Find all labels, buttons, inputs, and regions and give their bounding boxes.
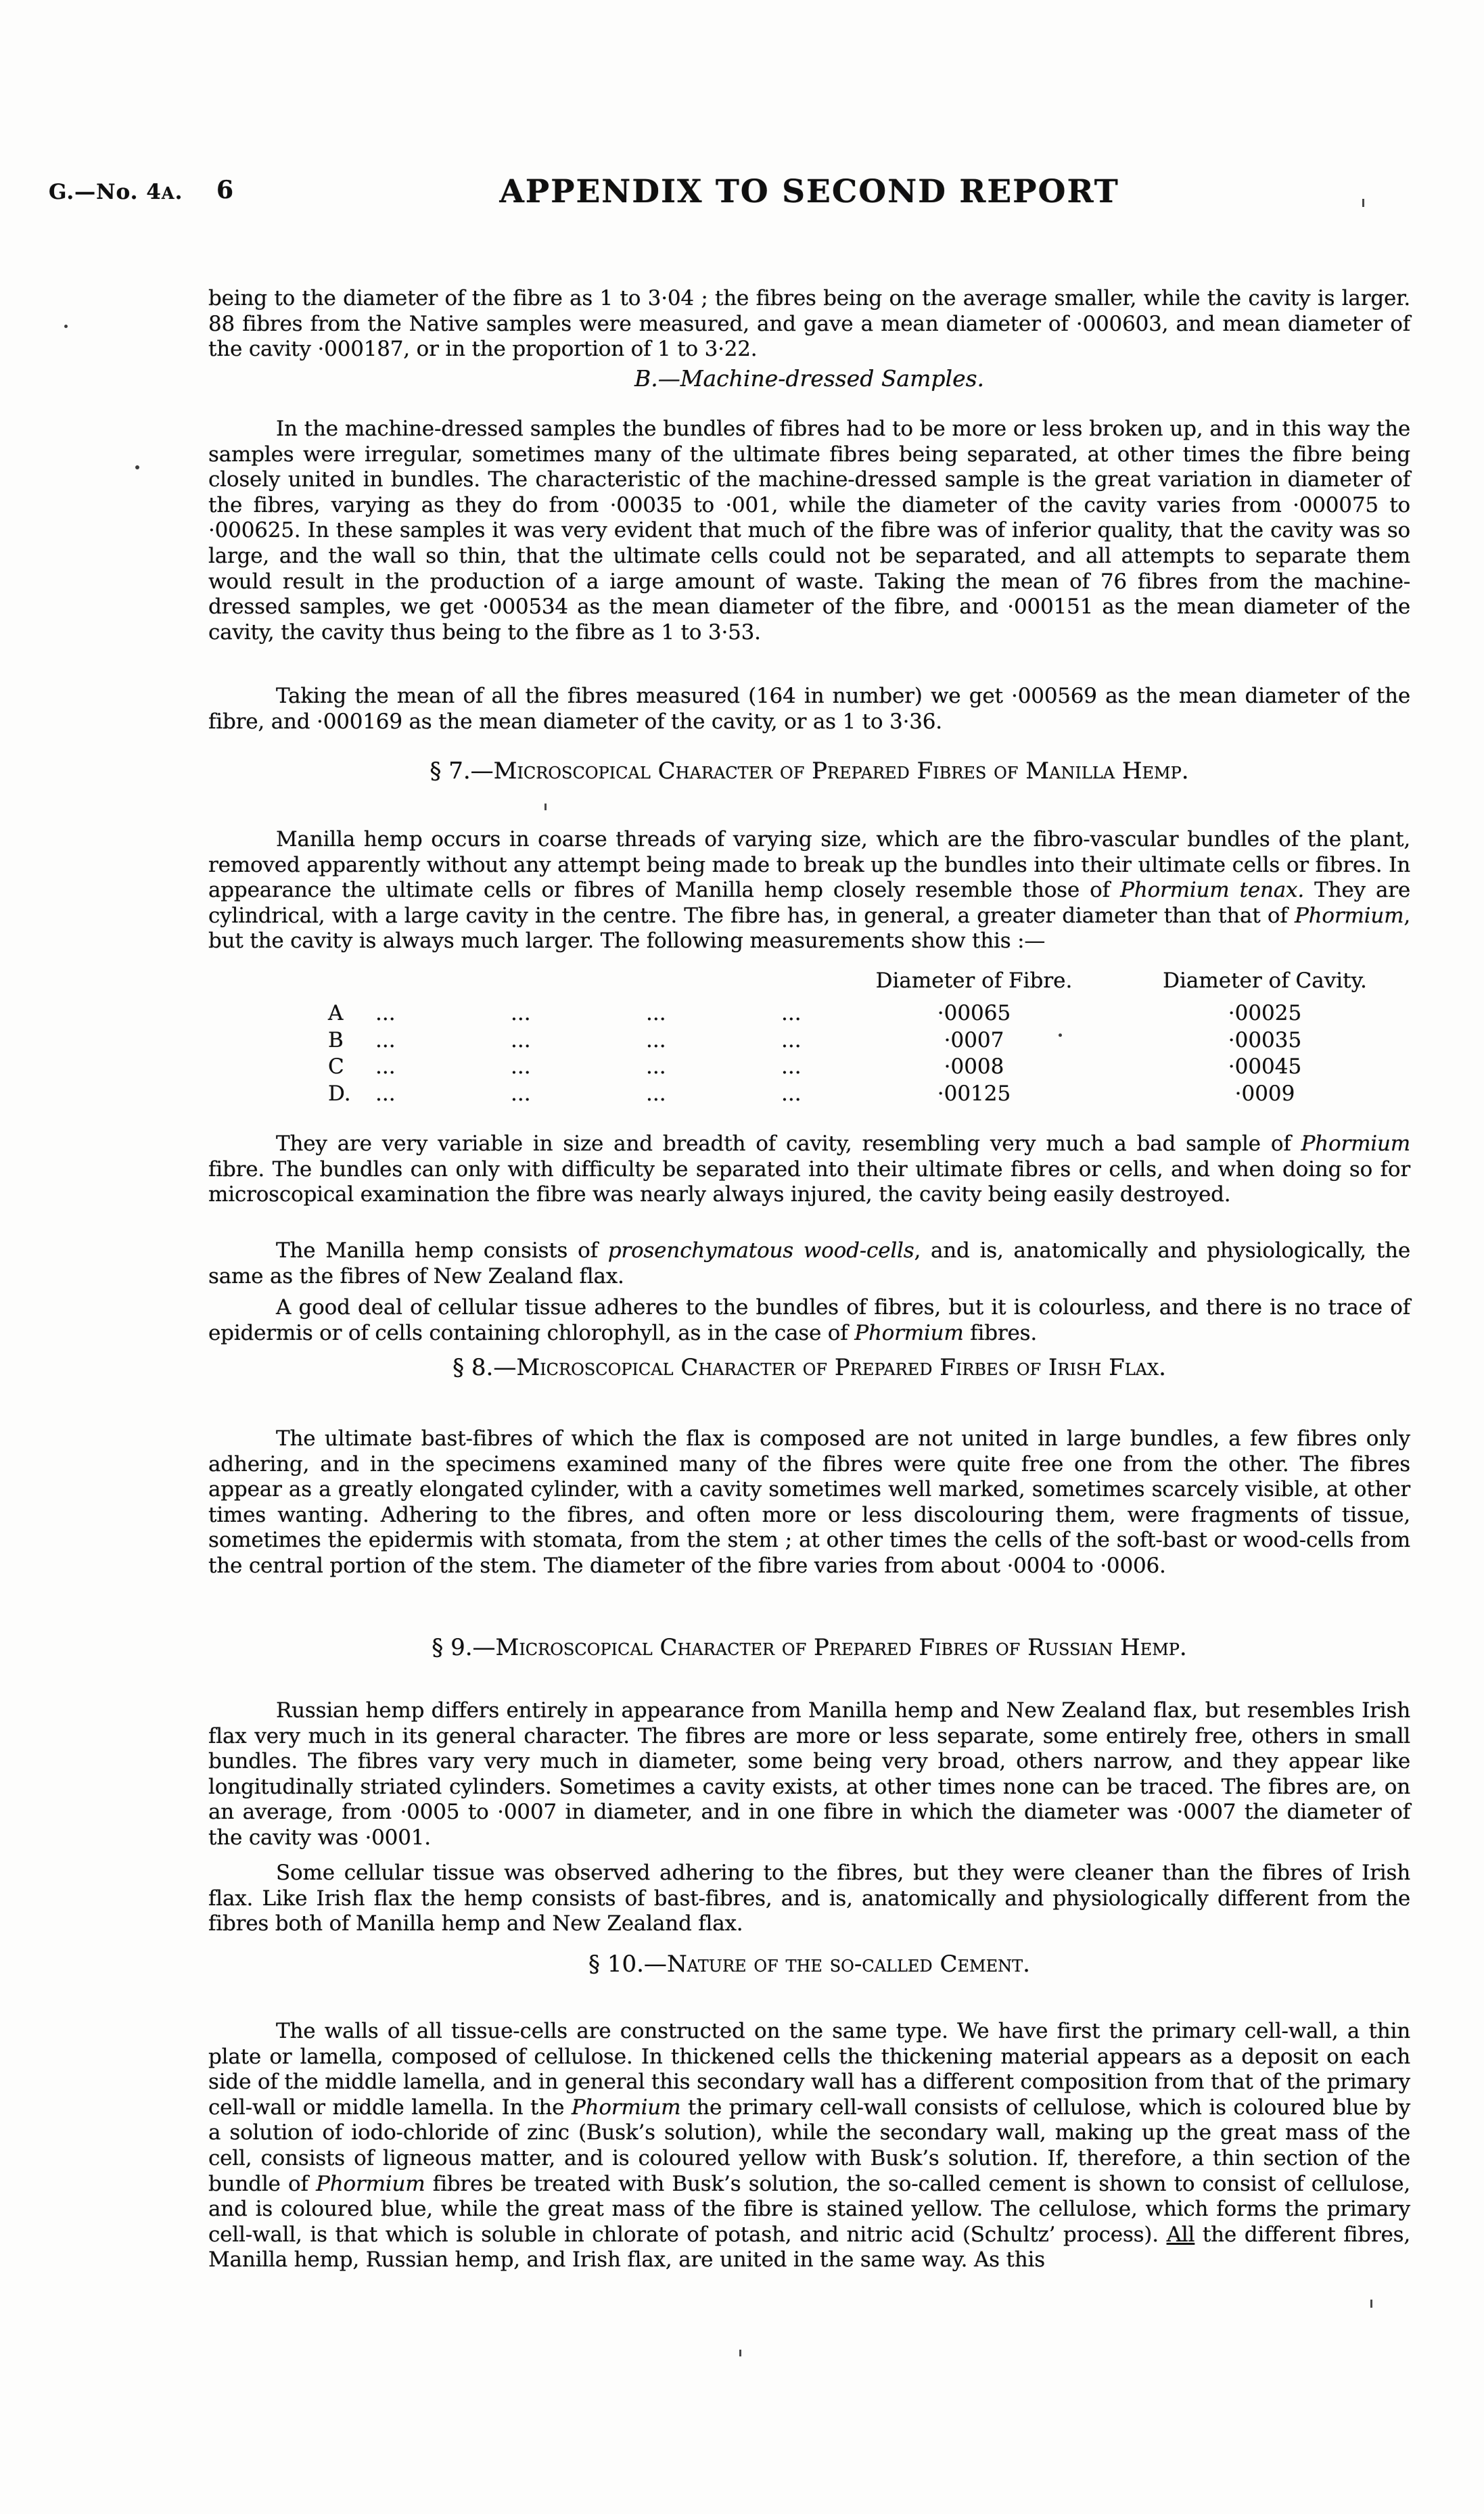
row-label: B: [328, 1027, 344, 1052]
column-header-fibre: Diameter of Fibre.: [875, 969, 1073, 993]
section-9-number: § 9.—: [432, 1634, 496, 1661]
fibre-diameter-value: ·0008: [944, 1054, 1004, 1079]
fibre-diameter-value: ·0007: [944, 1027, 1004, 1052]
dot-leader: ...: [375, 1027, 396, 1052]
cavity-diameter-value: ·0009: [1234, 1081, 1295, 1106]
section-8-title: Microscopical Character of Prepared Firbes of Irish Flax.: [516, 1354, 1166, 1381]
russian-hemp-paragraph-1: Russian hemp differs entirely in appearance from Manilla hemp and New Zealand flax, but resembles Irish flax very much in its general character. The fibres are more or less separate, some entirely free, others in small bundles. The fibres vary very much in diameter, some being very broad, others narrow, and they appear like longitudinally striated cylinders. Sometimes a cavity exists, at other times none can be traced. The fibres are, on an average, from ·0005 to ·0007 in diameter, and in one fibre in which the diameter was ·0007 the diameter of the cavity was ·0001.: [208, 1698, 1410, 1850]
dot-leader: ...: [375, 1081, 396, 1106]
dot-leader: ...: [781, 1001, 802, 1025]
dot-leader: ...: [781, 1081, 802, 1106]
dot-leader: ...: [781, 1054, 802, 1079]
fibre-diameter-value: ·00125: [937, 1081, 1011, 1106]
measurements-table-header: [208, 969, 1410, 1001]
page-number: 6: [216, 176, 234, 204]
dot-leader: ...: [646, 1081, 666, 1106]
row-label: C: [328, 1054, 344, 1079]
manilla-paragraph-1: Manilla hemp occurs in coarse threads of varying size, which are the fibro-vascular bundles of the plant, removed apparently without any attempt being made to break up the bundles into their ultimate cells or fibres. In appearance the ultimate cells or fibres of Manilla hemp closely resemble those of Phormium tenax. They are cylindrical, with a large cavity in the centre. The fibre has, in general, a greater diameter than that of Phormium, but the cavity is always much larger. The following measurements show this :—: [208, 827, 1410, 954]
table-row: [208, 1081, 1410, 1109]
dot-leader: ...: [646, 1054, 666, 1079]
scan-speck: [64, 325, 68, 328]
dot-leader: ...: [511, 1001, 531, 1025]
dot-leader: ...: [781, 1027, 802, 1052]
cavity-diameter-value: ·00025: [1228, 1001, 1302, 1025]
section-9-title: Microscopical Character of Prepared Fibres of Russian Hemp.: [495, 1634, 1187, 1661]
dot-leader: ...: [646, 1001, 666, 1025]
dot-leader: ...: [646, 1027, 666, 1052]
dot-leader: ...: [511, 1081, 531, 1106]
dot-leader: ...: [511, 1054, 531, 1079]
table-row: [208, 1054, 1410, 1081]
section-10-title: Nature of the so-called Cement.: [666, 1951, 1030, 1978]
machine-dressed-paragraph-2: Taking the mean of all the fibres measured (164 in number) we get ·000569 as the mean diameter of the fibre, and ·000169 as the mean diameter of the cavity, or as 1 to 3·36.: [208, 684, 1410, 734]
scan-speck: [739, 2350, 741, 2356]
scan-speck: [135, 465, 139, 469]
section-10-number: § 10.—: [588, 1951, 667, 1978]
cavity-diameter-value: ·00035: [1228, 1027, 1302, 1052]
manilla-paragraph-4: A good deal of cellular tissue adheres to the bundles of fibres, but it is colourless, and there is no trace of epidermis or of cells containing chlorophyll, as in the case of Phormium fibres.: [208, 1295, 1410, 1345]
cavity-diameter-value: ·00045: [1228, 1054, 1302, 1079]
section-7-number: § 7.—: [430, 758, 494, 785]
section-7-title: Microscopical Character of Prepared Fibres of Manilla Hemp.: [493, 758, 1189, 785]
measurements-table: [208, 969, 1410, 1108]
row-label: A: [328, 1001, 344, 1025]
section-7-heading: [208, 758, 1410, 785]
intro-paragraph: being to the diameter of the fibre as 1 to 3·04 ; the fibres being on the average smaller, while the cavity is larger. 88 fibres from the Native samples were measured, and gave a mean diameter of ·000603, and mean diameter of the cavity ·000187, or in the proportion of 1 to 3·22.: [208, 286, 1410, 362]
russian-hemp-paragraph-2: Some cellular tissue was observed adhering to the fibres, but they were cleaner than the fibres of Irish flax. Like Irish flax the hemp consists of bast-fibres, and is, anatomically and physiologically different from the fibres both of Manilla hemp and New Zealand flax.: [208, 1861, 1410, 1936]
column-header-cavity: Diameter of Cavity.: [1163, 969, 1367, 993]
table-row: [208, 1028, 1410, 1055]
dot-leader: ...: [375, 1001, 396, 1025]
section-10-heading: [208, 1951, 1410, 1978]
section-8-heading: [208, 1354, 1410, 1381]
manilla-paragraph-3: The Manilla hemp consists of prosenchymatous wood-cells, and is, anatomically and physiologically, the same as the fibres of New Zealand flax.: [208, 1238, 1410, 1288]
scan-speck: [1362, 199, 1364, 207]
section-9-heading: [208, 1634, 1410, 1661]
cement-paragraph: The walls of all tissue-cells are constructed on the same type. We have first the primary cell-wall, a thin plate or lamella, composed of cellulose. In thickened cells the thickening material appears as a deposit on each side of the middle lamella, and in general this secondary wall has a different composition from that of the primary cell-wall or middle lamella. In the Phormium the primary cell-wall consists of cellulose, which is coloured blue by a solution of iodo-chloride of zinc (Busk’s solution), while the secondary wall, making up the great mass of the cell, consists of ligneous matter, and is coloured yellow with Busk’s solution. If, therefore, a thin section of the bundle of Phormium fibres be treated with Busk’s solution, the so-called cement is shown to consist of cellulose, and is coloured blue, while the great mass of the fibre is stained yellow. The cellulose, which forms the primary cell-wall, is that which is soluble in chlorate of potash, and nitric acid (Schultz’ process). All the different fibres, Manilla hemp, Russian hemp, and Irish flax, are united in the same way. As this: [208, 2019, 1411, 2273]
signature-mark: G.—No. 4A.: [49, 180, 183, 204]
row-label: D.: [328, 1081, 351, 1106]
section-8-number: § 8.—: [453, 1354, 517, 1381]
dot-leader: ...: [511, 1027, 531, 1052]
fibre-diameter-value: ·00065: [937, 1001, 1011, 1025]
scan-speck: [544, 804, 547, 810]
table-row: [208, 1001, 1410, 1028]
irish-flax-paragraph: The ultimate bast-fibres of which the flax is composed are not united in large bundles, a few fibres only adhering, and in the specimens examined many of the fibres were quite free one from the other. The fibres appear as a greatly elongated cylinder, with a cavity sometimes well marked, sometimes scarcely visible, at other times wanting. Adhering to the fibres, and often more or less discolouring them, were fragments of tissue, sometimes the epidermis with stomata, from the stem ; at other times the cells of the soft-bast or wood-cells from the central portion of the stem. The diameter of the fibre varies from about ·0004 to ·0006.: [208, 1426, 1410, 1578]
machine-dressed-heading: B.—Machine-dressed Samples.: [634, 365, 985, 392]
scan-speck: [1370, 2300, 1372, 2308]
machine-dressed-paragraph-1: In the machine-dressed samples the bundles of fibres had to be more or less broken up, and in this way the samples were irregular, sometimes many of the ultimate fibres being separated, at other times the fibre being closely united in bundles. The characteristic of the machine-dressed sample is the great variation in diameter of the fibres, varying as they do from ·00035 to ·001, while the diameter of the cavity varies from ·000075 to ·000625. In these samples it was very evident that much of the fibre was of inferior quality, that the cavity was so large, and the wall so thin, that the ultimate cells could not be separated, and all attempts to separate them would result in the production of a iarge amount of waste. Taking the mean of 76 fibres from the machine-dressed samples, we get ·000534 as the mean diameter of the fibre, and ·000151 as the mean diameter of the cavity, the cavity thus being to the fibre as 1 to 3·53.: [208, 417, 1410, 645]
manilla-paragraph-2: They are very variable in size and breadth of cavity, resembling very much a bad sample of Phormium fibre. The bundles can only with difficulty be separated into their ultimate fibres or cells, and when doing so for microscopical examination the fibre was nearly always injured, the cavity being easily destroyed.: [208, 1132, 1410, 1207]
scan-speck: [1059, 1033, 1062, 1037]
dot-leader: ...: [375, 1054, 396, 1079]
page-title: APPENDIX TO SECOND REPORT: [499, 173, 1119, 210]
